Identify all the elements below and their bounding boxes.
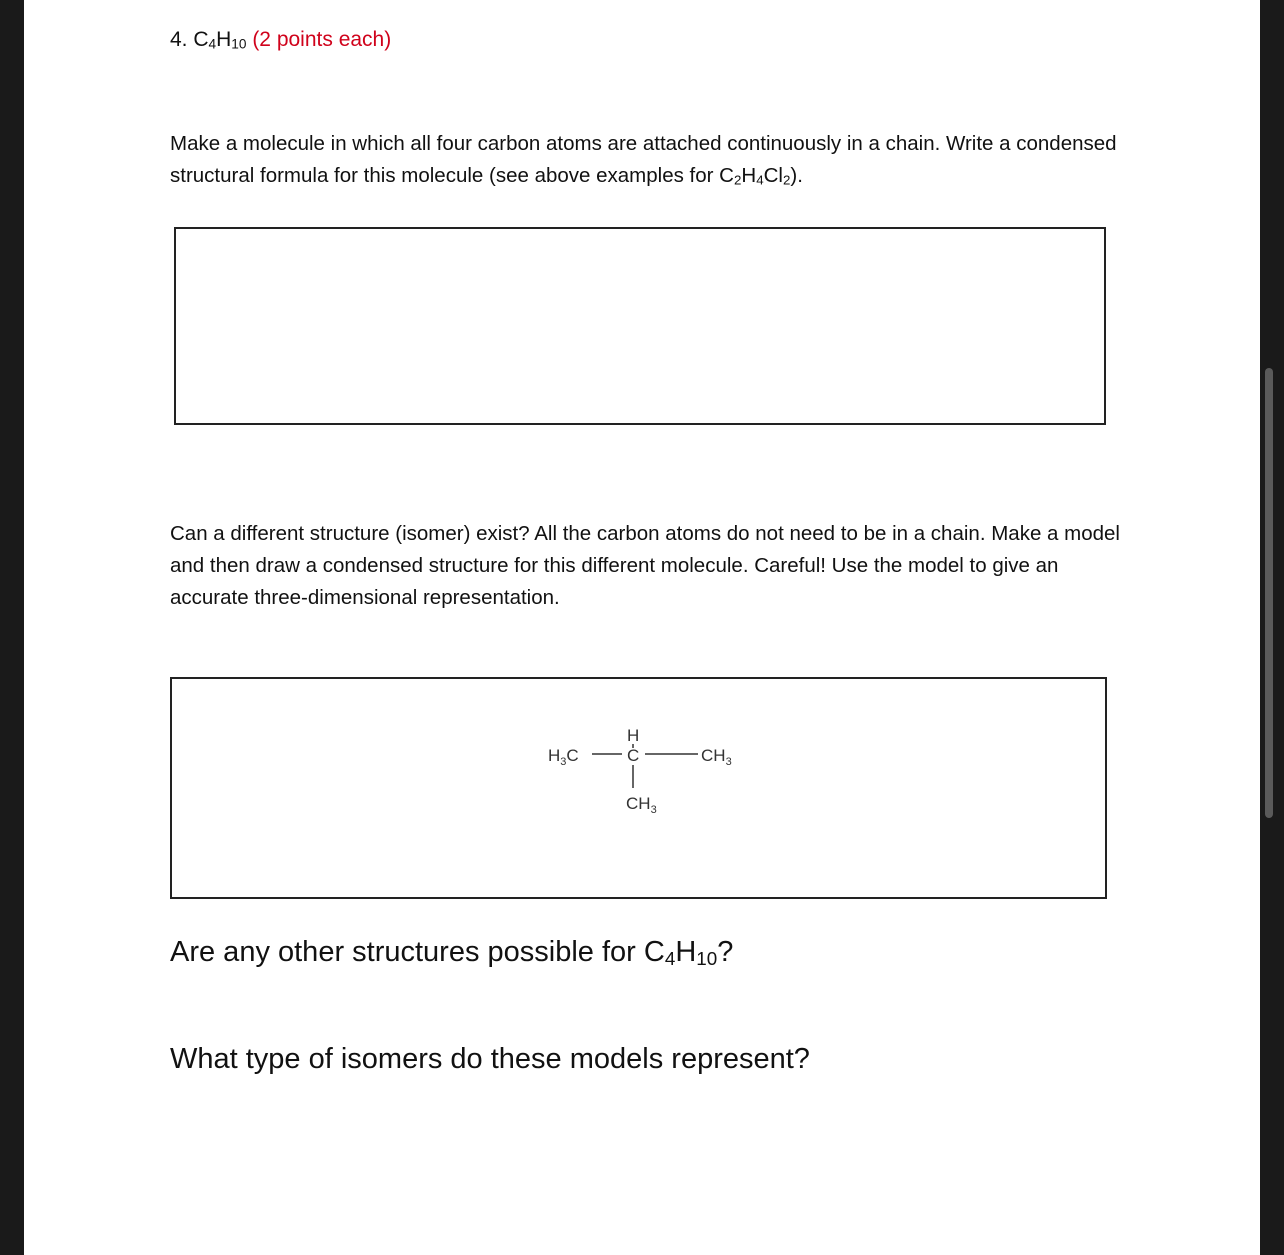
bottom-methyl-label: $CH_3$ <box>626 794 657 816</box>
instruction-paragraph-1: Make a molecule in which all four carbon atoms are attached continuously in a chain. Write a condensed structural formula for this molecule (see above examples for $C_2H_4Cl_2$). <box>170 132 1117 188</box>
answer-box-chain[interactable] <box>174 227 1106 425</box>
points-label: (2 points each) <box>252 28 392 51</box>
instruction-paragraph-2: Can a different structure (isomer) exist? All the carbon atoms do not need to be in a chain. Make a model and then draw a condensed structure for this different molecule. Careful! Use the model to give an accurate three-dimensional representation. <box>170 522 1120 609</box>
left-methyl-label: $H_3C$ <box>548 746 579 768</box>
isobutane-structure <box>540 722 780 822</box>
question-heading: 4. $C_4H_{10}$ (2 points each) <box>170 28 392 52</box>
center-carbon-label: C <box>627 746 640 765</box>
right-methyl-label: $CH_3$ <box>701 746 732 768</box>
vertical-scrollbar[interactable] <box>1265 368 1273 818</box>
question-isomer-type: What type of isomers do these models represent? <box>170 1043 810 1075</box>
center-hydrogen-label: H <box>627 726 640 745</box>
question-other-structures: Are any other structures possible for $C_4H_{10}$? <box>170 936 734 969</box>
